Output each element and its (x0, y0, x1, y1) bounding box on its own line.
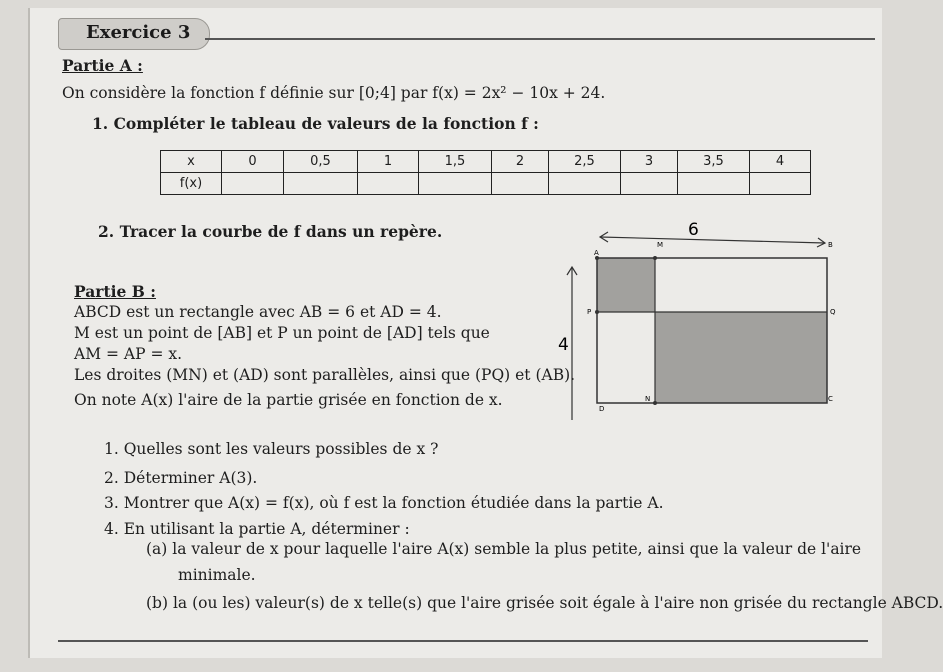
exercise-title: Exercice 3 (86, 22, 191, 43)
table-cell-empty (621, 173, 678, 195)
dimension-label-height: 4 (558, 335, 569, 355)
label-d: D (599, 405, 605, 413)
table-cell-empty (549, 173, 621, 195)
label-b: B (828, 241, 833, 249)
table-row (161, 151, 811, 173)
label-q: Q (830, 308, 836, 316)
question-4a-line-1: (a) la valeur de x pour laquelle l'aire A(x) semble la plus petite, ainsi que la valeur de l'aire (146, 540, 862, 558)
question-4b: (b) la (ou les) valeur(s) de x telle(s) que l'aire grisée soit égale à l'aire non grisée du rectangle ABCD. (146, 594, 943, 612)
table-header-fx: f(x) (161, 173, 222, 195)
table-row (161, 173, 811, 195)
table-cell-empty (750, 173, 811, 195)
part-b-line: On note A(x) l'aire de la partie grisée en fonction de x. (74, 391, 503, 409)
table-cell: 3,5 (678, 151, 750, 173)
part-b-line: M est un point de [AB] et P un point de [AD] tels que (74, 324, 490, 342)
point-m-dot (653, 256, 657, 260)
part-b-question-4: 4. En utilisant la partie A, déterminer : (104, 520, 410, 538)
label-c: C (828, 395, 833, 403)
table-cell-empty (284, 173, 358, 195)
label-m: M (657, 241, 664, 249)
part-b-line: Les droites (MN) et (AD) sont parallèles, ainsi que (PQ) et (AB). (74, 366, 576, 384)
question-4a-line-2: minimale. (178, 566, 256, 584)
table-cell: 0 (222, 151, 284, 173)
table-cell: 3 (621, 151, 678, 173)
values-table (160, 150, 811, 195)
rectangle-figure (560, 215, 870, 430)
shaded-square-amqp (597, 258, 655, 312)
part-a-question-1: 1. Compléter le tableau de valeurs de la fonction f : (92, 114, 539, 133)
footer-rule (58, 640, 868, 642)
header-rule (205, 38, 875, 40)
part-b-question-1: 1. Quelles sont les valeurs possibles de x ? (104, 440, 439, 458)
part-a-question-2: 2. Tracer la courbe de f dans un repère. (98, 222, 443, 241)
label-n: N (645, 395, 651, 403)
table-cell: 2 (492, 151, 549, 173)
table-cell: 0,5 (284, 151, 358, 173)
part-b-question-3: 3. Montrer que A(x) = f(x), où f est la fonction étudiée dans la partie A. (104, 494, 664, 512)
part-b-line: AM = AP = x. (74, 345, 183, 363)
table-cell: 1,5 (419, 151, 492, 173)
table-cell: 1 (358, 151, 419, 173)
width-arrow (600, 237, 825, 243)
table-cell-empty (419, 173, 492, 195)
point-n-dot (653, 401, 657, 405)
part-b-heading: Partie B : (74, 282, 156, 301)
shaded-rectangle-nc (655, 312, 827, 403)
point-p-dot (595, 310, 599, 314)
part-b-line: ABCD est un rectangle avec AB = 6 et AD = 4. (74, 303, 442, 321)
label-a: A (594, 249, 599, 257)
label-p: P (587, 308, 592, 316)
part-b-question-2: 2. Déterminer A(3). (104, 469, 258, 487)
dimension-label-width: 6 (688, 220, 699, 240)
table-header-x: x (161, 151, 222, 173)
part-a-heading: Partie A : (62, 56, 143, 75)
table-cell-empty (358, 173, 419, 195)
part-a-intro: On considère la fonction f définie sur [0;4] par f(x) = 2x² − 10x + 24. (62, 84, 606, 102)
table-cell-empty (678, 173, 750, 195)
table-cell-empty (222, 173, 284, 195)
table-cell: 2,5 (549, 151, 621, 173)
table-cell-empty (492, 173, 549, 195)
table-cell: 4 (750, 151, 811, 173)
